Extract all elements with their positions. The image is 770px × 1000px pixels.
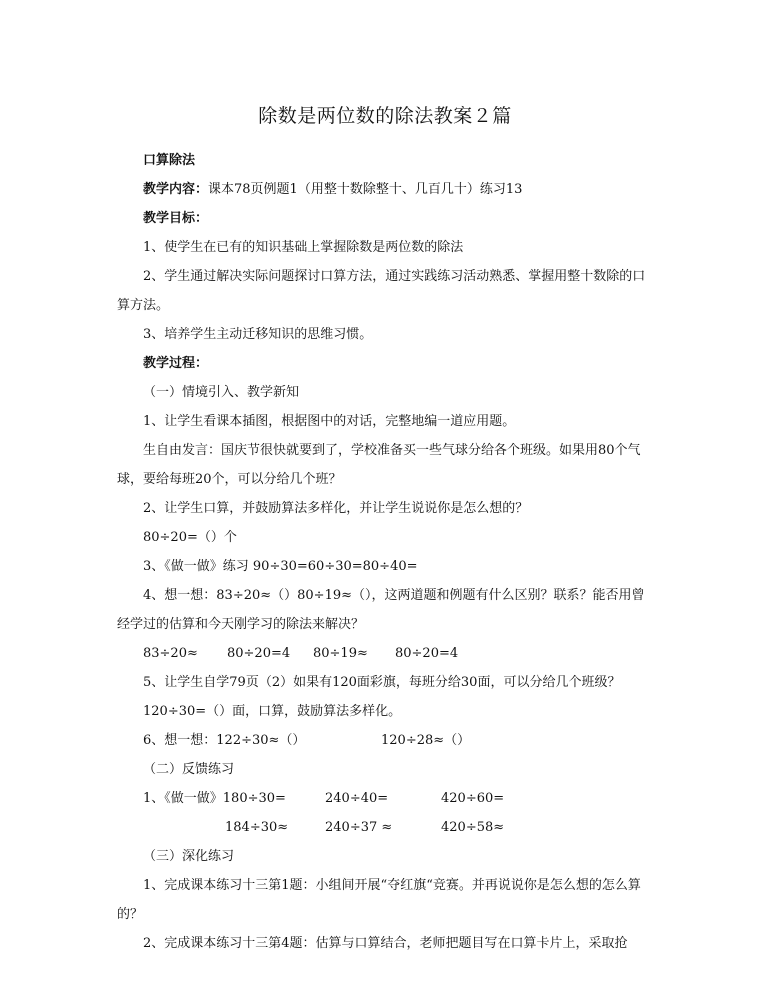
- feedback-1-a: 1、《做一做》180÷30=: [143, 791, 286, 806]
- part-2-heading: （二）反馈练习: [143, 762, 235, 777]
- feedback-row-1: [117, 784, 657, 813]
- step-6-part-a: 6、想一想：122÷30≈（）: [143, 733, 306, 748]
- document-body: [117, 146, 657, 958]
- teaching-content: [117, 175, 657, 204]
- teaching-content-text: 课本78页例题1（用整十数除整十、几百几十）练习13: [208, 182, 523, 197]
- goal-1: 1、使学生在已有的知识基础上掌握除数是两位数的除法: [143, 240, 464, 255]
- feedback-row-2: [117, 813, 657, 842]
- feedback-2-c: 420÷58≈: [441, 820, 505, 835]
- goal-2: 2、学生通过解决实际问题探讨口算方法，通过实践练习活动熟悉、掌握用整十数除的口算方法。: [117, 269, 646, 313]
- feedback-2-b: 240÷37 ≈: [325, 820, 393, 835]
- step-2: 2、让学生口算，并鼓励算法多样化，并让学生说说你是怎么想的？: [143, 501, 529, 516]
- goal-3: 3、培养学生主动迁移知识的思维习惯。: [143, 327, 373, 342]
- step-6: [117, 726, 657, 755]
- part-3-heading: （三）深化练习: [143, 849, 235, 864]
- deep-practice-1: 1、完成课本练习十三第1题：小组间开展“夺红旗“竞赛。并再说说你是怎么想的怎么算的？: [117, 878, 641, 922]
- step-4-estimates: [117, 639, 657, 668]
- estimate-4: 80÷20=4: [395, 646, 459, 661]
- step-1: 1、让学生看课本插图，根据图中的对话，完整地编一道应用题。: [143, 414, 516, 429]
- document-title: 除数是两位数的除法教案２篇: [258, 105, 512, 127]
- step-4: 4、想一想：83÷20≈（）80÷19≈（），这两道题和例题有什么区别？联系？能否用曾经学过的估算和今天刚学习的除法来解决？: [117, 588, 645, 632]
- step-3: 3、《做一做》练习 90÷30=60÷30=80÷40=: [143, 559, 418, 574]
- deep-practice-2: 2、完成课本练习十三第4题：估算与口算结合，老师把题目写在口算卡片上，采取抢: [143, 936, 628, 951]
- step-2-equation: 80÷20=（）个: [143, 530, 237, 545]
- step-5-equation: 120÷30=（）面，口算，鼓励算法多样化。: [143, 704, 402, 719]
- estimate-3: 80÷19≈: [313, 646, 368, 661]
- feedback-1-b: 240÷40=: [325, 791, 389, 806]
- step-5: 5、让学生自学79页（2）如果有120面彩旗，每班分给30面，可以分给几个班级？: [143, 675, 621, 690]
- estimate-2: 80÷20=4: [227, 646, 291, 661]
- step-6-part-b: 120÷28≈（）: [381, 733, 471, 748]
- feedback-1-c: 420÷60=: [441, 791, 505, 806]
- section-heading: 口算除法: [143, 153, 196, 168]
- teaching-process-label: 教学过程：: [143, 356, 209, 371]
- part-1-heading: （一）情境引入、教学新知: [143, 385, 300, 400]
- teaching-content-label: 教学内容：: [143, 182, 209, 197]
- teaching-goals-label: 教学目标：: [143, 211, 209, 226]
- step-1-speech: 生自由发言：国庆节很快就要到了，学校准备买一些气球分给各个班级。如果用80个气球，要给每班20个，可以分给几个班？: [117, 443, 641, 487]
- estimate-1: 83÷20≈: [143, 646, 198, 661]
- feedback-2-a: 184÷30≈: [225, 820, 289, 835]
